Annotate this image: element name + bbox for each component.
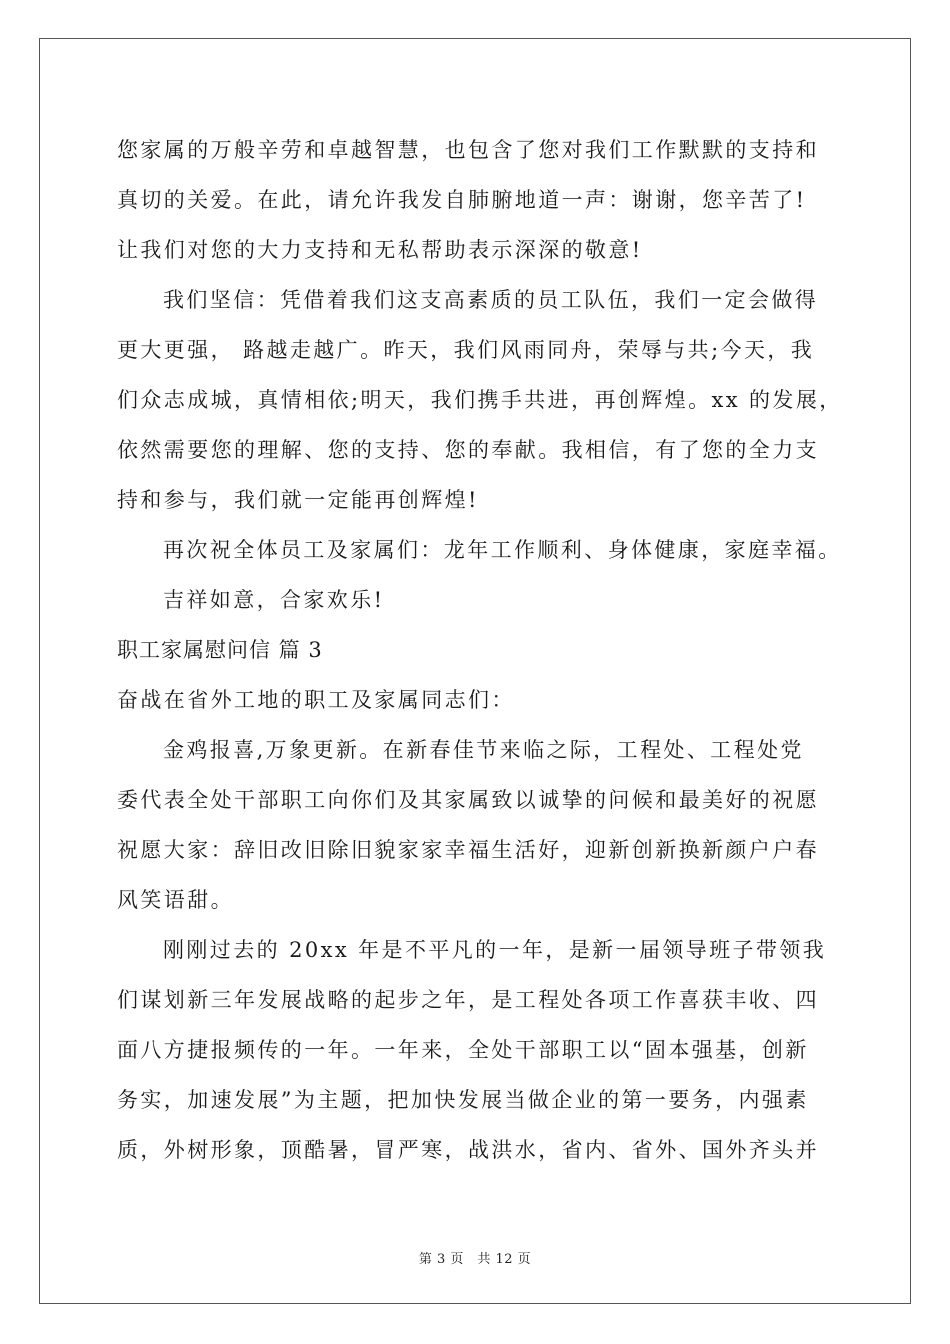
text-line: 委代表全处干部职工向你们及其家属致以诚挚的问候和最美好的祝愿 xyxy=(117,788,819,812)
text-line: 我们坚信：凭借着我们这支高素质的员工队伍，我们一定会做得 xyxy=(163,288,819,312)
text-line: 吉祥如意，合家欢乐! xyxy=(163,588,385,612)
text-line: 更大更强， 路越走越广。昨天，我们风雨同舟，荣辱与共;今天，我 xyxy=(117,338,815,362)
document-body xyxy=(117,125,847,1175)
text-line: 刚刚过去的 20xx 年是不平凡的一年，是新一届领导班子带领我 xyxy=(163,938,827,962)
text-line: 持和参与，我们就一定能再创辉煌! xyxy=(117,488,479,512)
text-line: 真切的关爱。在此，请允许我发自肺腑地道一声：谢谢，您辛苦了! xyxy=(117,188,807,212)
text-line: 依然需要您的理解、您的支持、您的奉献。我相信，有了您的全力支 xyxy=(117,438,819,462)
text-line: 们众志成城，真情相依;明天，我们携手共进，再创辉煌。xx 的发展， xyxy=(117,388,843,412)
text-line: 务实，加速发展”为主题，把加快发展当做企业的第一要务，内强素 xyxy=(117,1088,809,1112)
text-line: 们谋划新三年发展战略的起步之年，是工程处各项工作喜获丰收、四 xyxy=(117,988,819,1012)
text-line: 质，外树形象，顶酷暑，冒严寒，战洪水，省内、省外、国外齐头并 xyxy=(117,1138,819,1162)
text-line: 再次祝全体员工及家属们：龙年工作顺利、身体健康，家庭幸福。 xyxy=(163,538,842,562)
text-line: 金鸡报喜,万象更新。在新春佳节来临之际，工程处、工程处党 xyxy=(163,738,804,762)
section-heading: 职工家属慰问信 篇 3 xyxy=(117,638,323,662)
text-line: 让我们对您的大力支持和无私帮助表示深深的敬意! xyxy=(117,238,643,262)
text-line: 祝愿大家：辞旧改旧除旧貌家家幸福生活好，迎新创新换新颜户户春 xyxy=(117,838,819,862)
page-number-footer: 第 3 页 共 12 页 xyxy=(418,1252,532,1267)
text-line: 面八方捷报频传的一年。一年来，全处干部职工以“固本强基，创新 xyxy=(117,1038,809,1062)
text-line: 奋战在省外工地的职工及家属同志们： xyxy=(117,688,515,712)
text-line: 风笑语甜。 xyxy=(117,888,234,912)
text-line: 您家属的万般辛劳和卓越智慧，也包含了您对我们工作默默的支持和 xyxy=(117,138,819,162)
